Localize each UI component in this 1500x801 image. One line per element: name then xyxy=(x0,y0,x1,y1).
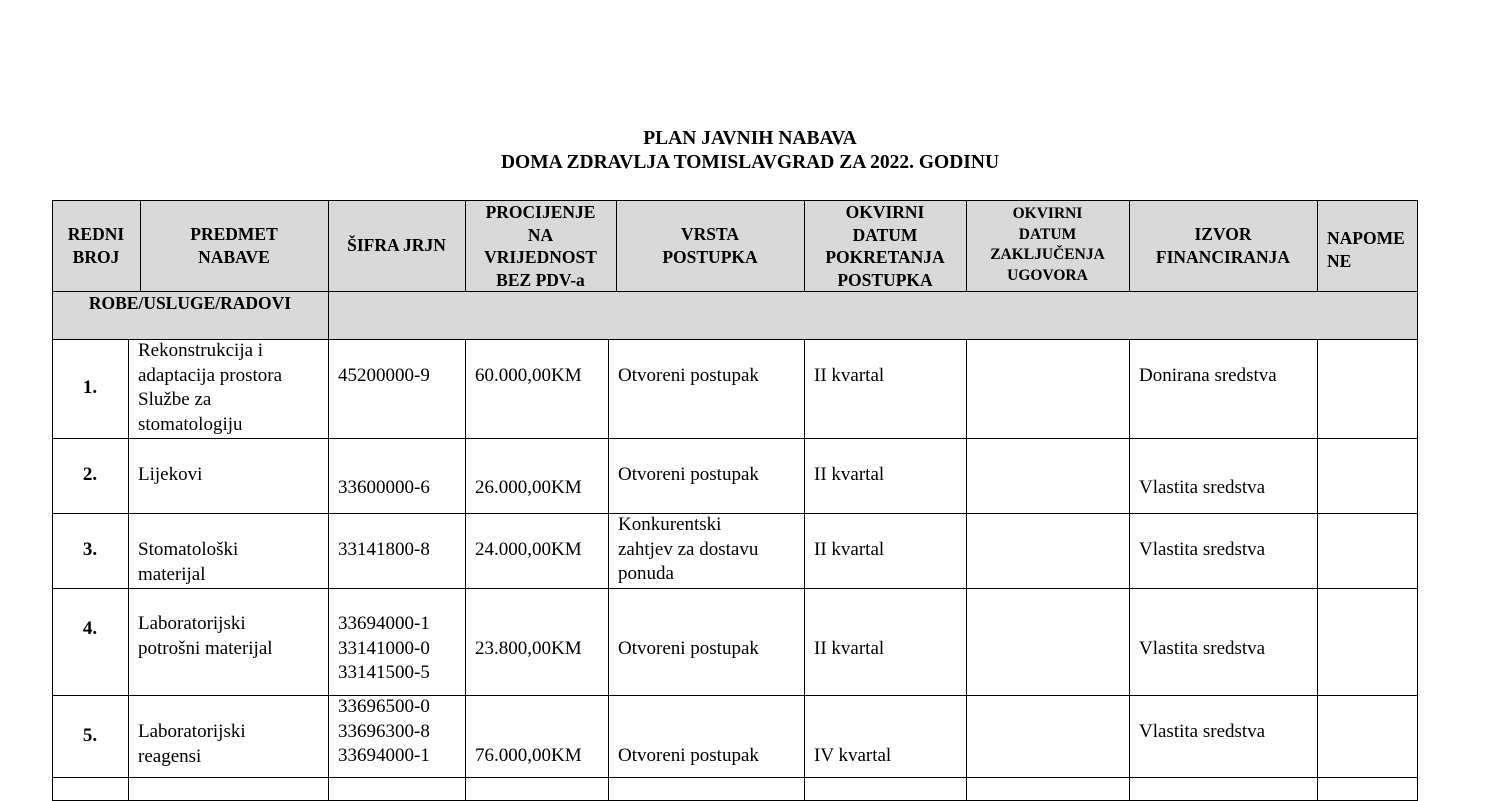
table-cell-pokretanje xyxy=(804,339,967,439)
table-cell-zakljucenje xyxy=(966,695,1130,778)
row-2-vrijednost: 26.000,00KM xyxy=(475,477,582,498)
row-4-izvor: Vlastita sredstva xyxy=(1139,638,1266,659)
table-cell-next-row xyxy=(328,777,466,801)
row-5-num: 5. xyxy=(82,725,98,746)
table-cell-napomene xyxy=(1317,588,1418,696)
column-header-procijenjena-vrijednost: PROCIJENJE NA VRIJEDNOST BEZ PDV-a xyxy=(484,202,597,290)
row-3-postupak: Konkurentski zahtjev za dostavu ponuda xyxy=(618,514,759,585)
row-4-postupak: Otvoreni postupak xyxy=(618,638,759,659)
row-1-sifra: 45200000-9 xyxy=(338,365,430,386)
table-cell-next-row xyxy=(1129,777,1318,801)
table-cell-sifra xyxy=(328,339,466,439)
table-cell-napomene xyxy=(1317,339,1418,439)
row-3-pokretanje: II kvartal xyxy=(814,539,885,560)
row-3-predmet: Stomatološki materijal xyxy=(138,539,239,585)
table-cell-zakljucenje xyxy=(966,339,1130,439)
column-header-datum-zakljucenja: OKVIRNI DATUM ZAKLJUČENJA UGOVORA xyxy=(990,205,1105,284)
row-5-postupak: Otvoreni postupak xyxy=(618,745,759,766)
column-header-redni-broj: REDNI BROJ xyxy=(67,224,125,267)
row-4-vrijednost: 23.800,00KM xyxy=(475,638,582,659)
table-cell-postupak xyxy=(608,339,805,439)
row-3-izvor: Vlastita sredstva xyxy=(1139,539,1266,560)
document-title: PLAN JAVNIH NABAVA xyxy=(643,128,857,149)
row-3-num: 3. xyxy=(82,539,98,560)
row-2-izvor: Vlastita sredstva xyxy=(1139,477,1266,498)
table-cell-next-row xyxy=(966,777,1130,801)
column-header-izvor-financiranja: IZVOR FINANCIRANJA xyxy=(1155,224,1291,267)
table-cell-napomene xyxy=(1317,695,1418,778)
row-5-izvor: Vlastita sredstva xyxy=(1139,721,1266,742)
column-header-napomene: NAPOME NE xyxy=(1327,228,1405,271)
table-cell-vrijednost xyxy=(465,339,609,439)
row-2-predmet: Lijekovi xyxy=(138,464,203,485)
row-5-predmet: Laboratorijski reagensi xyxy=(138,721,246,767)
column-header-sifra-jrjn: ŠIFRA JRJN xyxy=(347,235,446,255)
row-4-sifra: 33694000-1 33141000-0 33141500-5 xyxy=(338,613,430,684)
section-label: ROBE/USLUGE/RADOVI xyxy=(88,293,292,313)
table-cell-izvor xyxy=(1129,339,1318,439)
row-1-postupak: Otvoreni postupak xyxy=(618,365,759,386)
row-4-predmet: Laboratorijski potrošni materijal xyxy=(138,613,273,659)
row-4-num: 4. xyxy=(82,618,98,639)
row-1-predmet: Rekonstrukcija i adaptacija prostora Službe za stomatologiju xyxy=(138,340,283,435)
table-cell-napomene xyxy=(1317,513,1418,589)
row-3-sifra: 33141800-8 xyxy=(338,539,430,560)
table-cell-next-row xyxy=(128,777,329,801)
column-header-datum-pokretanja: OKVIRNI DATUM POKRETANJA POSTUPKA xyxy=(825,202,945,290)
row-1-vrijednost: 60.000,00KM xyxy=(475,365,582,386)
row-2-postupak: Otvoreni postupak xyxy=(618,464,759,485)
row-1-izvor: Donirana sredstva xyxy=(1139,365,1277,386)
table-cell-zakljucenje xyxy=(966,438,1130,514)
row-5-sifra: 33696500-0 33696300-8 33694000-1 xyxy=(338,696,430,767)
column-header-predmet-nabave: PREDMET NABAVE xyxy=(190,224,278,267)
row-2-num: 2. xyxy=(82,464,98,485)
table-cell-zakljucenje xyxy=(966,588,1130,696)
table-cell-zakljucenje xyxy=(966,513,1130,589)
row-4-pokretanje: II kvartal xyxy=(814,638,885,659)
table-cell-next-row xyxy=(1317,777,1418,801)
table-cell-next-row xyxy=(52,777,129,801)
table-cell-next-row xyxy=(465,777,609,801)
section-fill-cell xyxy=(328,291,1418,340)
table-cell-num xyxy=(52,588,129,696)
document-subtitle: DOMA ZDRAVLJA TOMISLAVGRAD ZA 2022. GODINU xyxy=(500,152,1000,173)
table-cell-napomene xyxy=(1317,438,1418,514)
table-cell-next-row xyxy=(804,777,967,801)
row-5-vrijednost: 76.000,00KM xyxy=(475,745,582,766)
row-1-pokretanje: II kvartal xyxy=(814,365,885,386)
table-cell-next-row xyxy=(608,777,805,801)
row-2-pokretanje: II kvartal xyxy=(814,464,885,485)
column-header-vrsta-postupka: VRSTA POSTUPKA xyxy=(662,224,758,267)
row-5-pokretanje: IV kvartal xyxy=(814,745,892,766)
row-2-sifra: 33600000-6 xyxy=(338,477,430,498)
row-1-num: 1. xyxy=(82,377,98,398)
row-3-vrijednost: 24.000,00KM xyxy=(475,539,582,560)
